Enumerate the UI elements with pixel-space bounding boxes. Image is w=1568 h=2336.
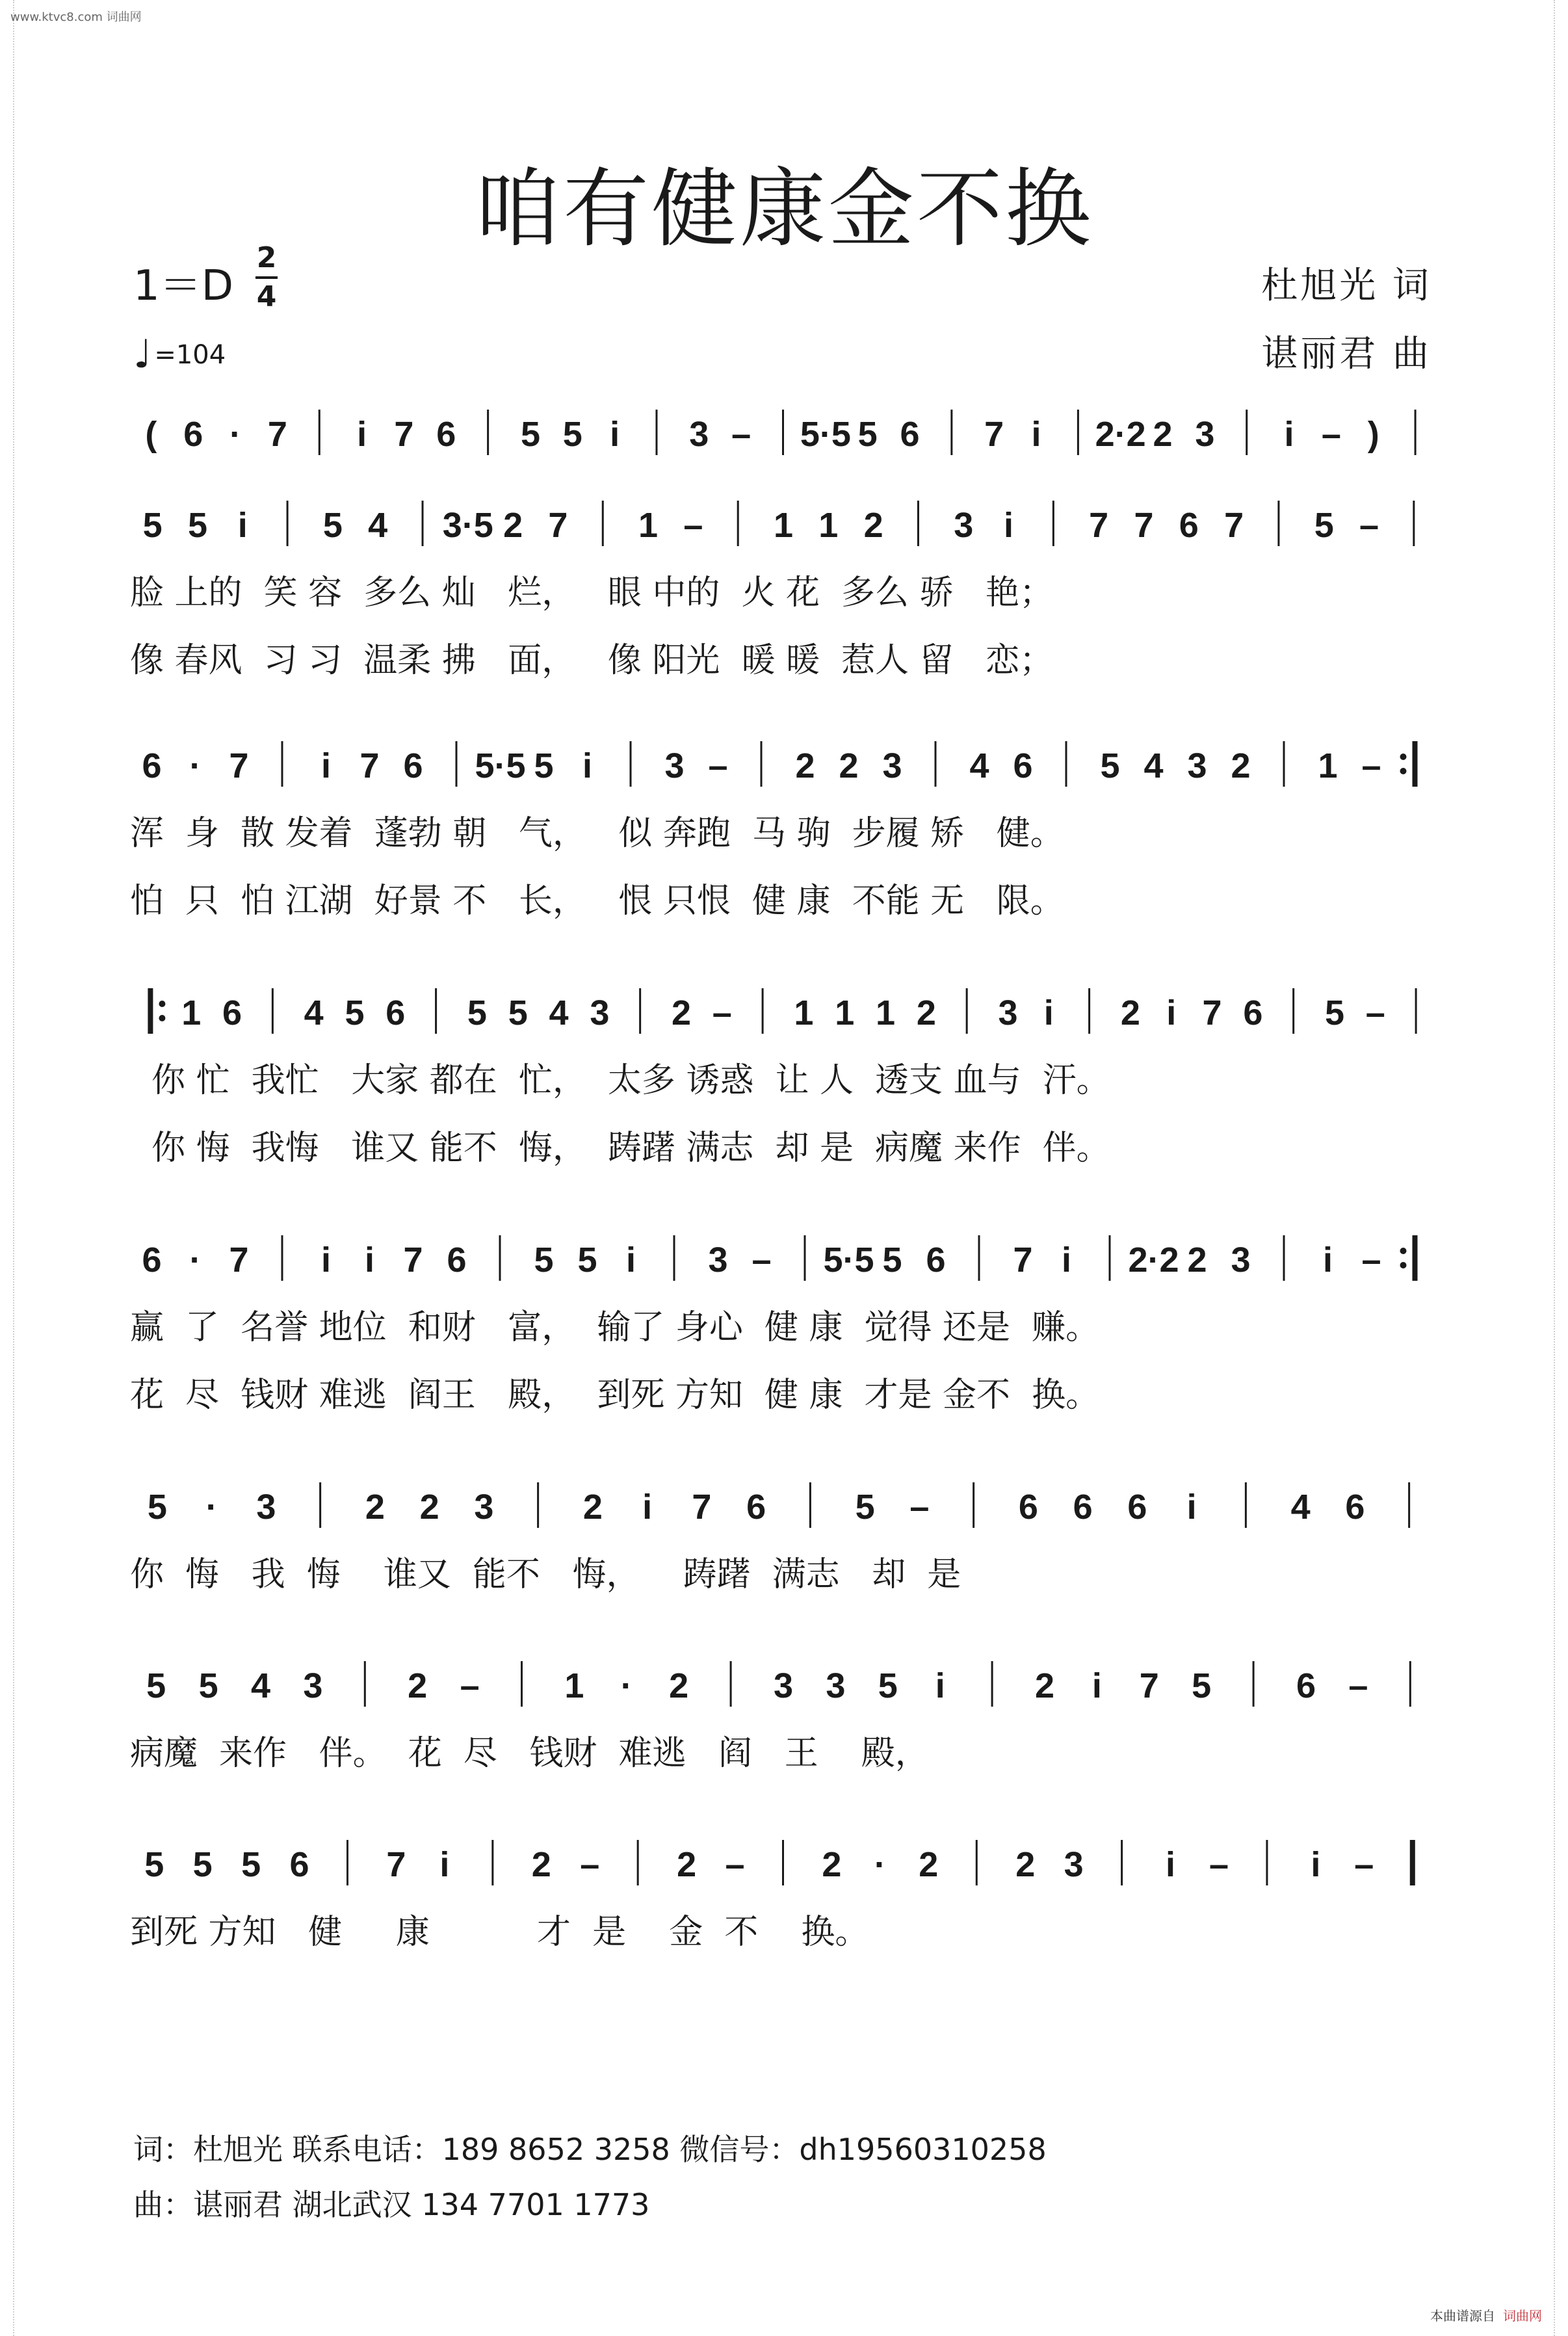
note-glyph: 6: [1018, 1488, 1038, 1527]
note-glyph: 3: [773, 1666, 794, 1705]
notation-line: [130, 1655, 1437, 1720]
bar-line: [521, 1661, 523, 1707]
bar-line: [950, 410, 952, 455]
bar-line: [456, 741, 458, 787]
bar-line: [1253, 1661, 1255, 1707]
note-glyph: ): [1367, 415, 1379, 454]
note-glyph: 2: [365, 1488, 385, 1527]
lyric-line: 病魔 来作 伴。 花 尽 钱财 难逃 阎 王 殿，: [130, 1734, 929, 1773]
note-glyph: 2: [503, 506, 523, 545]
note-glyph: i: [582, 746, 593, 785]
note-glyph: –: [1361, 1240, 1381, 1280]
note-glyph: 4: [304, 993, 324, 1032]
note-glyph: 6: [1013, 746, 1033, 785]
note-glyph: 5: [857, 415, 878, 454]
bar-line: [1292, 988, 1294, 1034]
badge-source: 本曲谱源自: [1430, 2308, 1495, 2324]
bar-line: [491, 1840, 493, 1885]
repeat-dot: [1400, 754, 1407, 760]
note-glyph: 4: [549, 993, 569, 1032]
bar-line: [537, 1482, 539, 1528]
note-glyph: 7: [1224, 506, 1244, 545]
note-glyph: 2: [419, 1488, 439, 1527]
bar-line: [435, 988, 437, 1034]
bar-line: [346, 1840, 348, 1885]
page-border-left: [0, 0, 14, 2336]
note-glyph: 4: [969, 746, 989, 785]
note-glyph: 3: [689, 415, 709, 454]
bar-line: [422, 501, 424, 546]
note-glyph: 5: [562, 415, 582, 454]
note-glyph: 1: [181, 993, 202, 1032]
note-glyph: 6: [222, 993, 242, 1032]
bar-line: [917, 501, 919, 546]
bar-line: [364, 1661, 366, 1707]
note-glyph: 2: [1015, 1845, 1036, 1884]
note-glyph: 5: [142, 506, 163, 545]
key-signature: 1＝D: [133, 262, 233, 310]
note-glyph: 1: [1318, 746, 1338, 785]
note-glyph: 7: [692, 1488, 712, 1527]
source-badge: [1430, 2305, 1542, 2324]
note-glyph: i: [1166, 993, 1177, 1032]
note-glyph: 2: [919, 1845, 939, 1884]
bar-line: [1121, 1840, 1123, 1885]
note-glyph: 3: [664, 746, 685, 785]
note-glyph: i: [642, 1488, 653, 1527]
note-glyph: –: [708, 746, 728, 785]
note-glyph: i: [1311, 1845, 1321, 1884]
note-glyph: 5: [144, 1845, 164, 1884]
bar-line: [1266, 1840, 1268, 1885]
bar-line: [973, 1482, 974, 1528]
note-glyph: –: [725, 1845, 745, 1884]
note-glyph: –: [909, 1488, 930, 1527]
repeat-dot: [159, 1015, 165, 1021]
bar-line: [487, 410, 489, 455]
note-glyph: 7: [267, 415, 287, 454]
note-glyph: 6: [926, 1240, 946, 1280]
note-glyph: 3: [1231, 1240, 1251, 1280]
note-glyph: (: [145, 415, 157, 454]
notation-svg: [130, 1833, 1437, 1898]
note-glyph: 1: [835, 993, 855, 1032]
note-glyph: –: [731, 415, 751, 454]
lyric-line: 花 尽 钱财 难逃 阎王 殿， 到死 方知 健 康 才是 金不 换。: [130, 1376, 1100, 1415]
note-glyph: –: [712, 993, 732, 1032]
note-glyph: 3: [590, 993, 610, 1032]
page-border-right: [1554, 0, 1568, 2336]
note-glyph: 6: [1127, 1488, 1147, 1527]
note-glyph: –: [1361, 746, 1381, 785]
repeat-bar: [1413, 741, 1418, 787]
note-glyph: 5: [855, 1488, 875, 1527]
note-glyph: 5: [508, 993, 528, 1032]
bar-line: [1077, 410, 1079, 455]
note-glyph: i: [1091, 1666, 1102, 1705]
note-glyph: 5: [878, 1666, 898, 1705]
composer-credit: 谌丽君 曲: [1261, 333, 1431, 375]
note-glyph: i: [625, 1240, 636, 1280]
note-glyph: 3·5: [442, 506, 493, 545]
note-glyph: 7: [1139, 1666, 1159, 1705]
note-glyph: –: [751, 1240, 772, 1280]
note-glyph: 2: [669, 1666, 689, 1705]
note-glyph: i: [1186, 1488, 1197, 1527]
score-row: [130, 1833, 1437, 1966]
note-glyph: i: [364, 1240, 375, 1280]
score-row: [130, 1229, 1437, 1429]
note-glyph: i: [1043, 993, 1054, 1032]
lyric-line: 怕 只 怕 江湖 好景 不 长， 恨 只恨 健 康 不能 无 限。: [130, 882, 1064, 921]
note-glyph: 2: [1187, 1240, 1207, 1280]
score-row: [130, 1655, 1437, 1787]
bar-line: [991, 1661, 993, 1707]
note-glyph: 5·5: [475, 746, 526, 785]
note-glyph: 6: [1296, 1666, 1316, 1705]
note-glyph: 7: [359, 746, 380, 785]
note-glyph: 1: [773, 506, 794, 545]
note-glyph: 3: [1064, 1845, 1084, 1884]
score-row: [130, 494, 1437, 694]
bar-line: [281, 1235, 283, 1281]
bar-line: [976, 1840, 978, 1885]
note-glyph: ·: [205, 1488, 218, 1527]
note-glyph: 5: [146, 1666, 166, 1705]
note-glyph: 3: [1187, 746, 1207, 785]
note-glyph: 4: [368, 506, 388, 545]
note-glyph: –: [683, 506, 703, 545]
bar-line: [281, 741, 283, 787]
note-glyph: ·: [189, 746, 202, 785]
bar-line: [804, 1235, 806, 1281]
note-glyph: –: [1359, 506, 1379, 545]
note-glyph: i: [1061, 1240, 1072, 1280]
note-glyph: 5: [467, 993, 487, 1032]
note-glyph: 5: [322, 506, 343, 545]
note-glyph: 4: [1143, 746, 1164, 785]
note-glyph: 5·5: [823, 1240, 874, 1280]
bar-line: [1065, 741, 1067, 787]
note-glyph: ·: [189, 1240, 202, 1280]
bar-line: [655, 410, 657, 455]
note-glyph: –: [580, 1845, 600, 1884]
bar-line: [319, 1482, 321, 1528]
note-glyph: 6: [183, 415, 203, 454]
bar-line: [499, 1235, 501, 1281]
time-signature: [255, 241, 278, 313]
note-glyph: 6: [142, 1240, 162, 1280]
note-glyph: 1: [638, 506, 659, 545]
quarter-note-icon: ♩: [133, 332, 152, 377]
note-glyph: i: [237, 506, 248, 545]
bar-line: [782, 410, 784, 455]
bar-line: [1409, 1661, 1411, 1707]
notation-svg: [130, 494, 1437, 559]
note-glyph: 6: [1345, 1488, 1365, 1527]
tempo-mark: [133, 332, 226, 377]
bar-line: [673, 1235, 675, 1281]
note-glyph: 5: [1100, 746, 1120, 785]
note-glyph: 3: [954, 506, 974, 545]
bar-line: [966, 988, 968, 1034]
note-glyph: 6: [447, 1240, 467, 1280]
note-glyph: 5: [520, 415, 540, 454]
notation-line: [130, 1476, 1437, 1541]
bar-line: [639, 988, 641, 1034]
note-glyph: 2: [1120, 993, 1140, 1032]
repeat-bar: [148, 988, 153, 1034]
footer-composer-contact: 曲：谌丽君 湖北武汉 134 7701 1773: [133, 2187, 650, 2222]
notation-svg: [130, 982, 1437, 1047]
note-glyph: 6: [289, 1845, 309, 1884]
notation-line: [130, 1229, 1437, 1294]
note-glyph: 6: [1073, 1488, 1093, 1527]
bar-line: [730, 1661, 732, 1707]
bar-line: [762, 988, 764, 1034]
note-glyph: i: [439, 1845, 450, 1884]
bar-line: [1277, 501, 1279, 546]
note-glyph: 1: [876, 993, 896, 1032]
bar-line: [1283, 1235, 1285, 1281]
note-glyph: ·: [229, 415, 242, 454]
note-glyph: 4: [1290, 1488, 1311, 1527]
note-glyph: 5: [882, 1240, 902, 1280]
note-glyph: –: [1354, 1845, 1374, 1884]
note-glyph: –: [460, 1666, 480, 1705]
note-glyph: 3: [708, 1240, 728, 1280]
note-glyph: 7: [1089, 506, 1109, 545]
note-glyph: 2: [582, 1488, 603, 1527]
note-glyph: 2: [795, 746, 815, 785]
meter-top: 2: [256, 241, 277, 274]
note-glyph: 2: [677, 1845, 697, 1884]
note-glyph: 2: [916, 993, 936, 1032]
note-glyph: 5: [577, 1240, 597, 1280]
note-glyph: 6: [746, 1488, 766, 1527]
notation-line: [130, 982, 1437, 1047]
note-glyph: –: [1209, 1845, 1229, 1884]
repeat-dot: [159, 1001, 165, 1007]
score-row: [130, 735, 1437, 935]
note-glyph: 7: [386, 1845, 406, 1884]
note-glyph: 7: [403, 1240, 423, 1280]
bar-line: [1246, 410, 1248, 455]
note-glyph: i: [320, 746, 332, 785]
notation-line: [130, 403, 1437, 468]
lyric-line: 你 悔 我悔 谁又 能不 悔， 踌躇 满志 却 是 病魔 来作 伴。: [130, 1129, 1110, 1168]
note-glyph: 5: [534, 746, 554, 785]
bar-line: [319, 410, 320, 455]
note-glyph: 6: [385, 993, 406, 1032]
note-glyph: 6: [436, 415, 456, 454]
note-glyph: 2: [531, 1845, 551, 1884]
note-glyph: 7: [984, 415, 1004, 454]
note-glyph: 4: [250, 1666, 271, 1705]
note-glyph: ·: [620, 1666, 633, 1705]
score-row: [130, 982, 1437, 1182]
note-glyph: 1: [564, 1666, 584, 1705]
lyric-line: 你 忙 我忙 大家 都在 忙， 太多 诱惑 让 人 透支 血与 汗。: [130, 1061, 1110, 1100]
note-glyph: 2: [671, 993, 691, 1032]
note-glyph: –: [1365, 993, 1385, 1032]
note-glyph: 7: [229, 1240, 249, 1280]
bar-line: [272, 988, 274, 1034]
bar-line: [1415, 410, 1417, 455]
note-glyph: i: [1284, 415, 1294, 454]
note-glyph: 5·5: [800, 415, 851, 454]
note-glyph: 6: [900, 415, 920, 454]
note-glyph: i: [1322, 1240, 1333, 1280]
bar-line: [782, 1840, 784, 1885]
note-glyph: i: [610, 415, 620, 454]
bar-line: [1283, 741, 1285, 787]
notation-line: [130, 735, 1437, 800]
note-glyph: 3: [474, 1488, 494, 1527]
notation-line: [130, 494, 1437, 559]
site-url: www.ktvc8.com 词曲网: [10, 10, 142, 24]
bar-line: [1109, 1235, 1111, 1281]
bar-line: [1415, 988, 1417, 1034]
lyric-line: 你 悔 我 悔 谁又 能不 悔， 踌躇 满志 却 是: [130, 1555, 961, 1594]
note-glyph: 5: [345, 993, 365, 1032]
bar-line: [637, 1840, 639, 1885]
note-glyph: 5: [198, 1666, 218, 1705]
note-glyph: 6: [142, 746, 162, 785]
note-glyph: 2: [1034, 1666, 1055, 1705]
tempo-value: =104: [154, 340, 226, 370]
song-title: 咱有健康金不换: [475, 159, 1093, 259]
lyric-line: 到死 方知 健 康 才 是 金 不 换。: [130, 1913, 869, 1952]
note-glyph: 7: [229, 746, 249, 785]
lyricist-credit: 杜旭光 词: [1261, 265, 1431, 307]
note-glyph: 5: [192, 1845, 213, 1884]
note-glyph: i: [1166, 1845, 1176, 1884]
bar-line: [287, 501, 289, 546]
note-glyph: –: [1348, 1666, 1368, 1705]
repeat-bar: [1410, 1840, 1415, 1885]
lyric-line: 浑 身 散 发着 蓬勃 朝 气， 似 奔跑 马 驹 步履 矫 健。: [130, 814, 1064, 853]
lyric-line: 脸 上的 笑 容 多么 灿 烂， 眼 中的 火 花 多么 骄 艳；: [130, 573, 1054, 612]
bar-line: [1052, 501, 1054, 546]
repeat-bar: [1413, 1235, 1418, 1281]
bar-line: [737, 501, 739, 546]
note-glyph: 5: [1314, 506, 1334, 545]
note-glyph: 3: [1195, 415, 1215, 454]
note-glyph: 5: [147, 1488, 167, 1527]
note-glyph: 5: [1192, 1666, 1212, 1705]
bar-line: [630, 741, 632, 787]
repeat-dot: [1400, 1248, 1407, 1254]
note-glyph: 7: [548, 506, 568, 545]
notation-svg: [130, 1655, 1437, 1720]
note-glyph: 7: [1134, 506, 1154, 545]
note-glyph: 2: [822, 1845, 842, 1884]
note-glyph: i: [1031, 415, 1041, 454]
note-glyph: 2·2: [1128, 1240, 1179, 1280]
note-glyph: 7: [394, 415, 414, 454]
note-glyph: 7: [1013, 1240, 1033, 1280]
repeat-dot: [1400, 1262, 1407, 1268]
meter-bottom: 4: [256, 280, 277, 313]
meter-bar: [255, 276, 278, 279]
bar-line: [1408, 1482, 1410, 1528]
note-glyph: i: [1004, 506, 1014, 545]
note-glyph: 5: [241, 1845, 261, 1884]
notation-svg: [130, 1476, 1437, 1541]
bar-line: [935, 741, 937, 787]
notation-svg: [130, 1229, 1437, 1294]
score-row: [130, 1476, 1437, 1608]
bar-line: [1413, 501, 1415, 546]
note-glyph: 2: [408, 1666, 428, 1705]
bar-line: [1245, 1482, 1247, 1528]
bar-line: [761, 741, 763, 787]
score-row: [130, 403, 1437, 468]
note-glyph: 2: [839, 746, 859, 785]
note-glyph: 2: [1153, 415, 1173, 454]
notation-line: [130, 1833, 1437, 1898]
lyric-line: 赢 了 名誉 地位 和财 富， 输了 身心 健 康 觉得 还是 赚。: [130, 1308, 1100, 1347]
note-glyph: 6: [1179, 506, 1199, 545]
note-glyph: 5: [1324, 993, 1344, 1032]
note-glyph: i: [935, 1666, 945, 1705]
note-glyph: 6: [1243, 993, 1263, 1032]
note-glyph: –: [1321, 415, 1341, 454]
note-glyph: 2: [1231, 746, 1251, 785]
bar-line: [602, 501, 604, 546]
note-glyph: 3: [998, 993, 1018, 1032]
lyric-line: 像 春风 习 习 温柔 拂 面， 像 阳光 暖 暖 惹人 留 恋；: [130, 641, 1054, 680]
note-glyph: 3: [303, 1666, 323, 1705]
note-glyph: 3: [882, 746, 902, 785]
footer-lyricist-contact: 词：杜旭光 联系电话：189 8652 3258 微信号：dh19560310258: [133, 2132, 1047, 2167]
note-glyph: 2·2: [1095, 415, 1146, 454]
notation-svg: [130, 735, 1437, 800]
badge-site: 词曲网: [1503, 2308, 1542, 2324]
note-glyph: 5: [534, 1240, 554, 1280]
notation-svg: [130, 403, 1437, 468]
note-glyph: 1: [794, 993, 814, 1032]
bar-line: [1088, 988, 1090, 1034]
bar-line: [978, 1235, 980, 1281]
note-glyph: i: [320, 1240, 332, 1280]
note-glyph: 6: [403, 746, 423, 785]
note-glyph: i: [357, 415, 367, 454]
repeat-dot: [1400, 768, 1407, 774]
bar-line: [809, 1482, 811, 1528]
note-glyph: 2: [863, 506, 883, 545]
note-glyph: 5: [187, 506, 207, 545]
note-glyph: 7: [1202, 993, 1222, 1032]
note-glyph: 3: [826, 1666, 846, 1705]
note-glyph: 3: [256, 1488, 276, 1527]
note-glyph: 1: [818, 506, 839, 545]
note-glyph: ·: [874, 1845, 886, 1884]
